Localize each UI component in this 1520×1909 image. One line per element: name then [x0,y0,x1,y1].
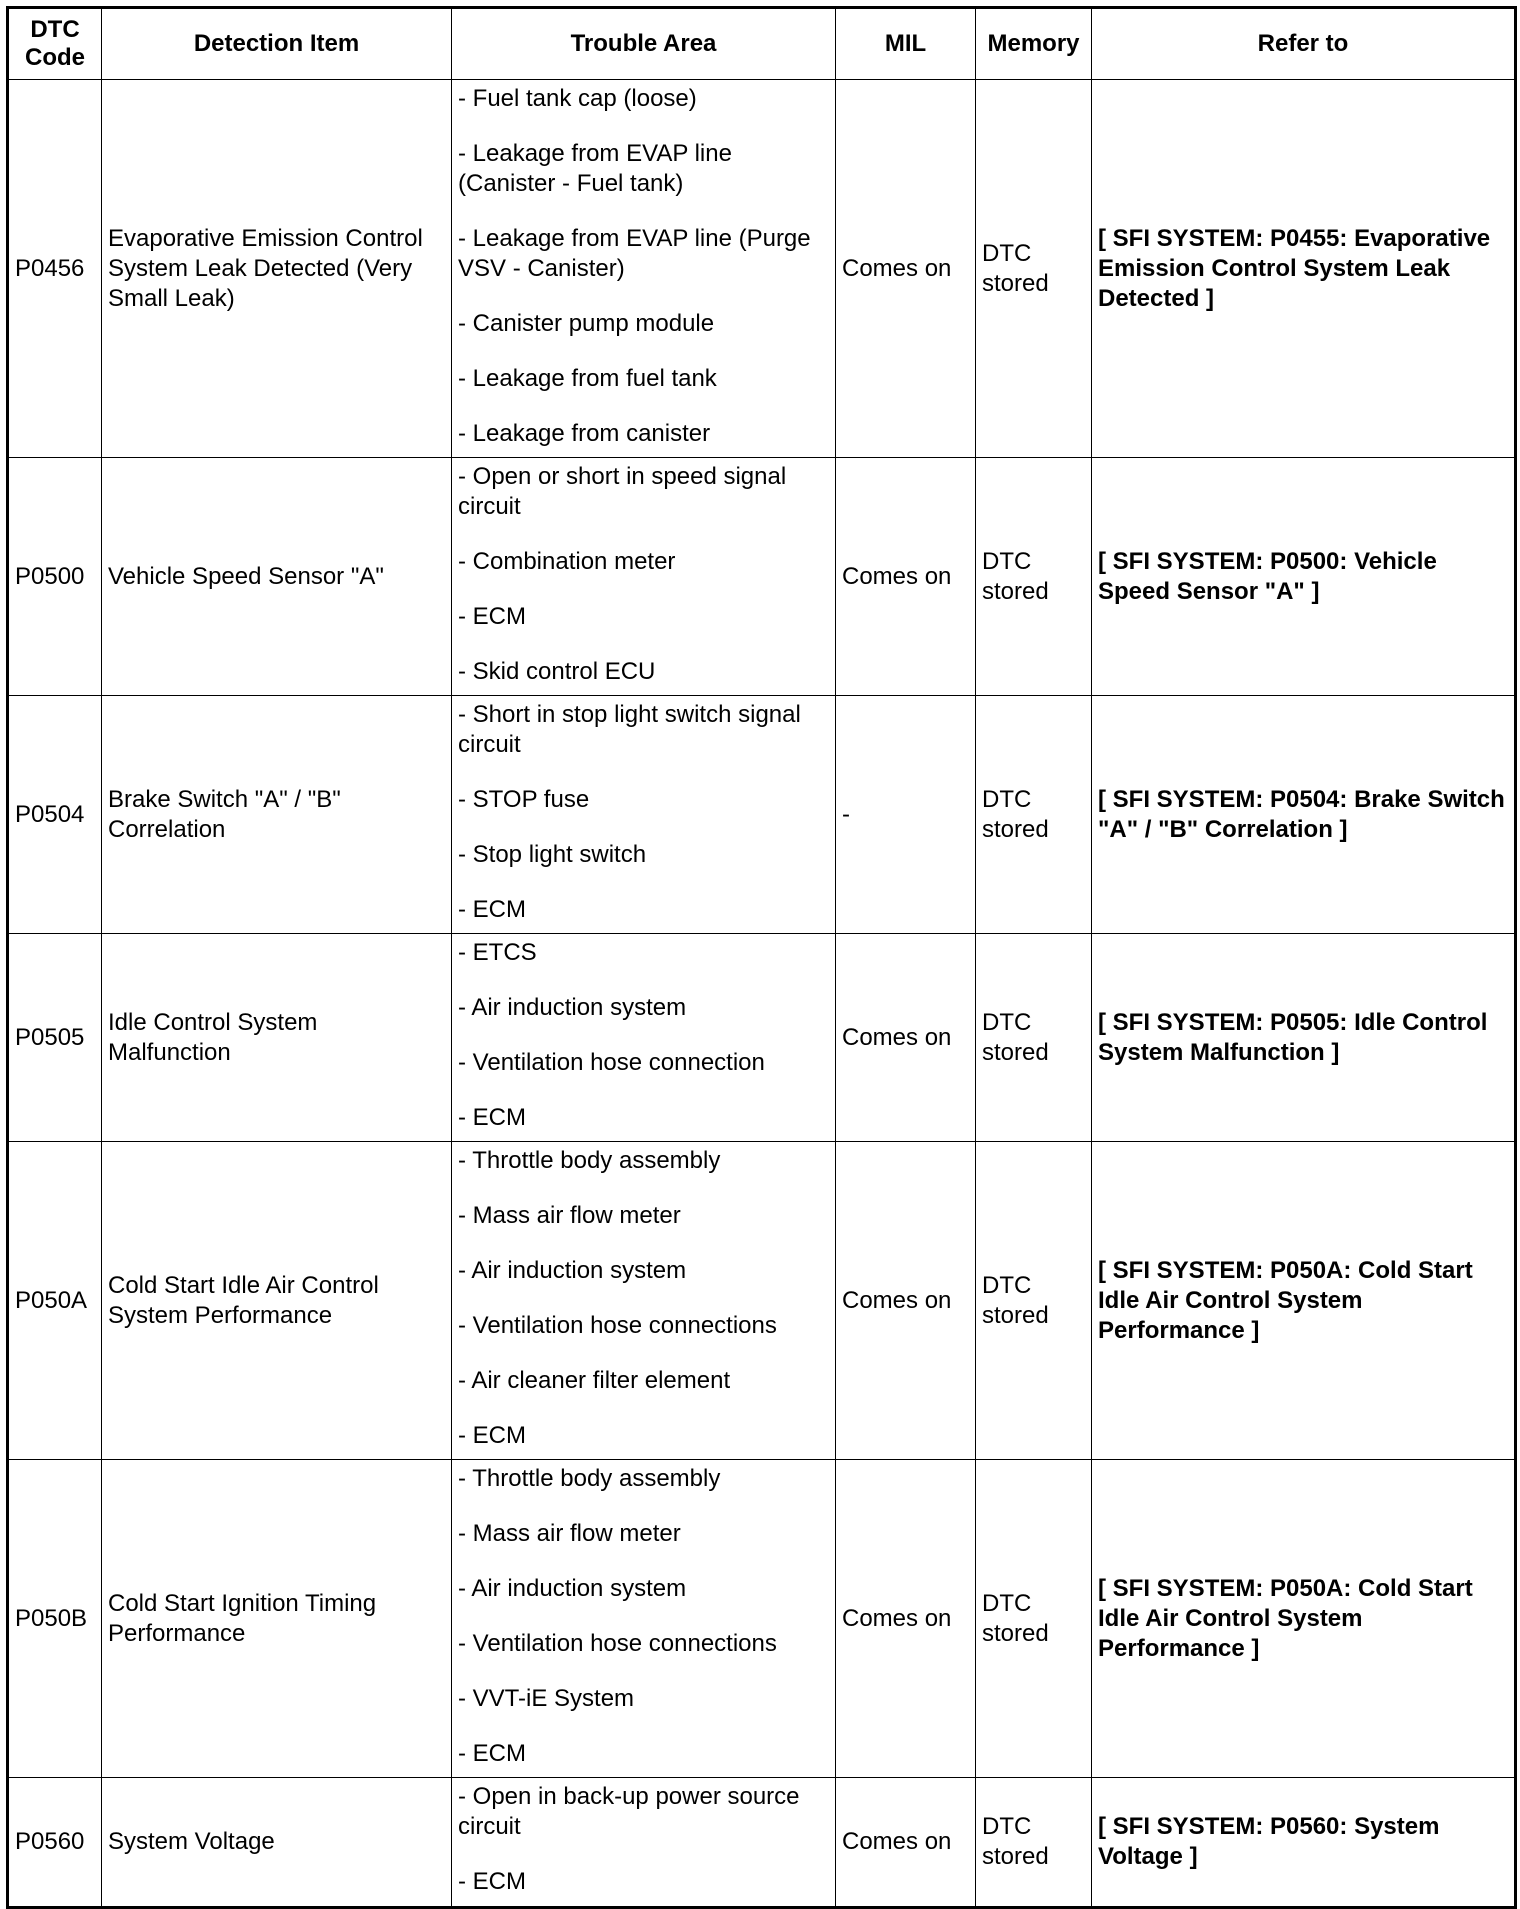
detection-item-cell: Brake Switch "A" / "B" Correlation [102,696,452,934]
trouble-area-item: - Mass air flow meter [458,1520,681,1547]
trouble-area-item: - Leakage from canister [458,420,711,447]
trouble-area-item: - Air induction system [458,1257,687,1284]
table-row [8,80,1516,458]
trouble-area-item: - Throttle body assembly [458,1465,721,1492]
detection-item-cell: Idle Control System Malfunction [102,934,452,1142]
refer-to-cell: [ SFI SYSTEM: P050A: Cold Start Idle Air Control System Performance ] [1092,1142,1516,1460]
dtc-code-cell: P050B [8,1460,102,1778]
mil-cell: - [836,696,976,934]
mil-cell: Comes on [836,1142,976,1460]
trouble-area-cell [452,80,836,458]
refer-to-cell: [ SFI SYSTEM: P0505: Idle Control System Malfunction ] [1092,934,1516,1142]
header-mil: MIL [836,8,976,80]
trouble-area-item: - Open in back-up power source circuit [458,1783,800,1840]
detection-item-cell: Cold Start Idle Air Control System Performance [102,1142,452,1460]
refer-to-cell: [ SFI SYSTEM: P0500: Vehicle Speed Sensor "A" ] [1092,458,1516,696]
memory-cell: DTC stored [976,1778,1092,1908]
trouble-area-item: - Skid control ECU [458,658,656,685]
trouble-area-item: - ETCS [458,939,537,966]
refer-to-cell: [ SFI SYSTEM: P0560: System Voltage ] [1092,1778,1516,1908]
trouble-area-item: - Air induction system [458,1575,687,1602]
trouble-area-item: - Combination meter [458,548,676,575]
table-row [8,458,1516,696]
refer-to-cell: [ SFI SYSTEM: P050A: Cold Start Idle Air Control System Performance ] [1092,1460,1516,1778]
header-trouble-area: Trouble Area [452,8,836,80]
trouble-area-cell [452,458,836,696]
header-detection-item: Detection Item [102,8,452,80]
dtc-table [6,6,1517,1909]
memory-cell: DTC stored [976,1460,1092,1778]
trouble-area-item: - Air induction system [458,994,687,1021]
mil-cell: Comes on [836,458,976,696]
dtc-code-cell: P0560 [8,1778,102,1908]
table-row [8,1778,1516,1908]
dtc-code-cell: P0500 [8,458,102,696]
trouble-area-cell [452,696,836,934]
trouble-area-item: - Canister pump module [458,310,715,337]
trouble-area-item: - ECM [458,1740,526,1767]
dtc-code-cell: P050A [8,1142,102,1460]
trouble-area-item: - Throttle body assembly [458,1147,721,1174]
trouble-area-cell [452,934,836,1142]
table-header-row [8,8,1516,80]
table-row [8,696,1516,934]
header-memory: Memory [976,8,1092,80]
mil-cell: Comes on [836,934,976,1142]
mil-cell: Comes on [836,1778,976,1908]
mil-cell: Comes on [836,80,976,458]
trouble-area-item: - Ventilation hose connections [458,1630,777,1657]
trouble-area-item: - Leakage from fuel tank [458,365,717,392]
dtc-code-cell: P0504 [8,696,102,934]
trouble-area-cell [452,1142,836,1460]
trouble-area-item: - STOP fuse [458,786,590,813]
detection-item-cell: Cold Start Ignition Timing Performance [102,1460,452,1778]
memory-cell: DTC stored [976,80,1092,458]
detection-item-cell: System Voltage [102,1778,452,1908]
dtc-code-cell: P0456 [8,80,102,458]
trouble-area-item: - Leakage from EVAP line (Canister - Fuel tank) [458,140,732,197]
trouble-area-item: - ECM [458,1104,526,1131]
header-dtc-code: DTC Code [8,8,102,80]
trouble-area-item: - ECM [458,1868,526,1895]
trouble-area-item: - ECM [458,603,526,630]
memory-cell: DTC stored [976,696,1092,934]
trouble-area-cell [452,1460,836,1778]
trouble-area-cell [452,1778,836,1908]
table-row [8,1460,1516,1778]
refer-to-cell: [ SFI SYSTEM: P0504: Brake Switch "A" / "B" Correlation ] [1092,696,1516,934]
dtc-code-cell: P0505 [8,934,102,1142]
trouble-area-item: - Fuel tank cap (loose) [458,85,697,112]
table-row [8,1142,1516,1460]
detection-item-cell: Vehicle Speed Sensor "A" [102,458,452,696]
trouble-area-item: - Open or short in speed signal circuit [458,463,787,520]
trouble-area-item: - Ventilation hose connections [458,1312,777,1339]
trouble-area-item: - Stop light switch [458,841,647,868]
trouble-area-item: - Ventilation hose connection [458,1049,765,1076]
header-refer-to: Refer to [1092,8,1516,80]
trouble-area-item: - VVT-iE System [458,1685,635,1712]
trouble-area-item: - ECM [458,896,526,923]
memory-cell: DTC stored [976,458,1092,696]
memory-cell: DTC stored [976,934,1092,1142]
trouble-area-item: - ECM [458,1422,526,1449]
trouble-area-item: - Short in stop light switch signal circuit [458,701,801,758]
mil-cell: Comes on [836,1460,976,1778]
trouble-area-item: - Leakage from EVAP line (Purge VSV - Canister) [458,225,811,282]
memory-cell: DTC stored [976,1142,1092,1460]
table-body [8,80,1516,1908]
detection-item-cell: Evaporative Emission Control System Leak Detected (Very Small Leak) [102,80,452,458]
refer-to-cell: [ SFI SYSTEM: P0455: Evaporative Emission Control System Leak Detected ] [1092,80,1516,458]
trouble-area-item: - Air cleaner filter element [458,1367,731,1394]
trouble-area-item: - Mass air flow meter [458,1202,681,1229]
table-row [8,934,1516,1142]
